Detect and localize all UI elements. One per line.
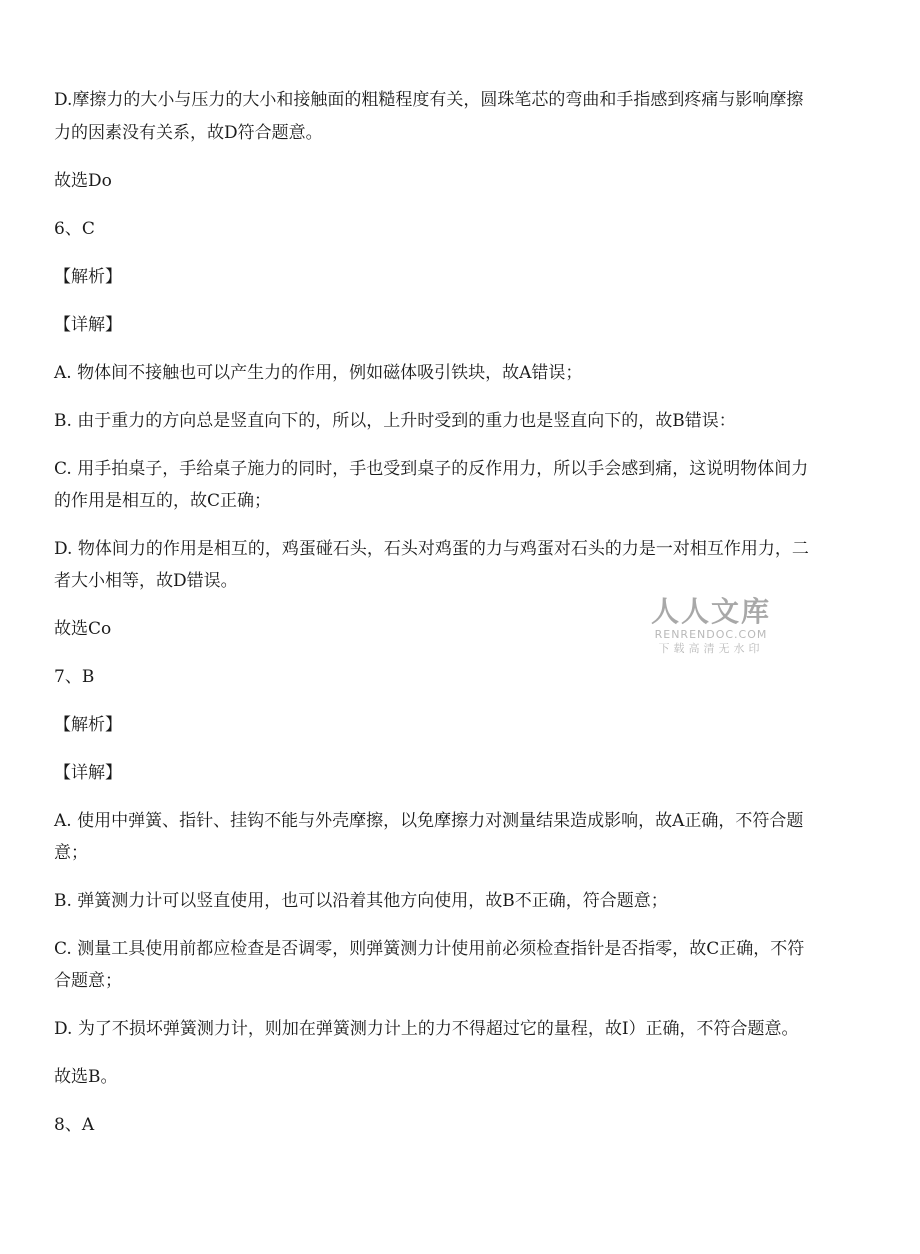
text-line: A. 使用中弹簧、指针、挂钩不能与外壳摩擦，以免摩擦力对测量结果造成影响，故A正确，不符合题 — [54, 811, 804, 831]
section-heading: 【解析】 — [54, 267, 122, 287]
question-number: 6、C — [54, 219, 95, 239]
text-line: A. 物体间不接触也可以产生力的作用，例如磁体吸引铁块，故A错误； — [54, 363, 583, 383]
watermark-title: 人人文库 — [650, 595, 771, 628]
text-line: 力的因素没有关系，故D符合题意。 — [54, 123, 323, 143]
text-line: 故选Co — [54, 619, 112, 639]
watermark-url: RENRENDOC.COM — [654, 628, 768, 641]
question-number: 8、A — [54, 1115, 95, 1135]
text-line: 合题意； — [54, 971, 122, 991]
text-line: 故选B。 — [54, 1067, 118, 1087]
section-heading: 【详解】 — [54, 315, 122, 335]
text-line: 故选Do — [54, 171, 112, 191]
section-heading: 【详解】 — [54, 763, 122, 783]
text-line: B. 由于重力的方向总是竖直向下的，所以，上升时受到的重力也是竖直向下的，故B错误： — [54, 411, 736, 431]
text-line: 意； — [54, 843, 88, 863]
text-line: D.摩擦力的大小与压力的大小和接触面的粗糙程度有关，圆珠笔芯的弯曲和手指感到疼痛与影响摩擦 — [54, 90, 804, 110]
question-number: 7、B — [54, 667, 95, 687]
watermark-logo — [646, 596, 776, 656]
text-line: D. 为了不损坏弹簧测力计，则加在弹簧测力计上的力不得超过它的量程，故I）正确，不符合题意。 — [54, 1019, 799, 1039]
section-heading: 【解析】 — [54, 715, 122, 735]
watermark-subtitle: 下载高清无水印 — [658, 642, 764, 655]
text-line: B. 弹簧测力计可以竖直使用，也可以沿着其他方向使用，故B不正确，符合题意； — [54, 891, 668, 911]
text-line: D. 物体间力的作用是相互的，鸡蛋碰石头，石头对鸡蛋的力与鸡蛋对石头的力是一对相互作用力，二 — [54, 539, 809, 559]
text-line: C. 用手拍桌子，手给桌子施力的同时，手也受到桌子的反作用力，所以手会感到痛，这说明物体间力 — [54, 459, 809, 479]
text-line: 者大小相等，故D错误。 — [54, 571, 238, 591]
text-line: C. 测量工具使用前都应检查是否调零，则弹簧测力计使用前必须检查指针是否指零，故C正确，不符 — [54, 939, 805, 959]
text-line: 的作用是相互的，故C正确； — [54, 491, 272, 511]
